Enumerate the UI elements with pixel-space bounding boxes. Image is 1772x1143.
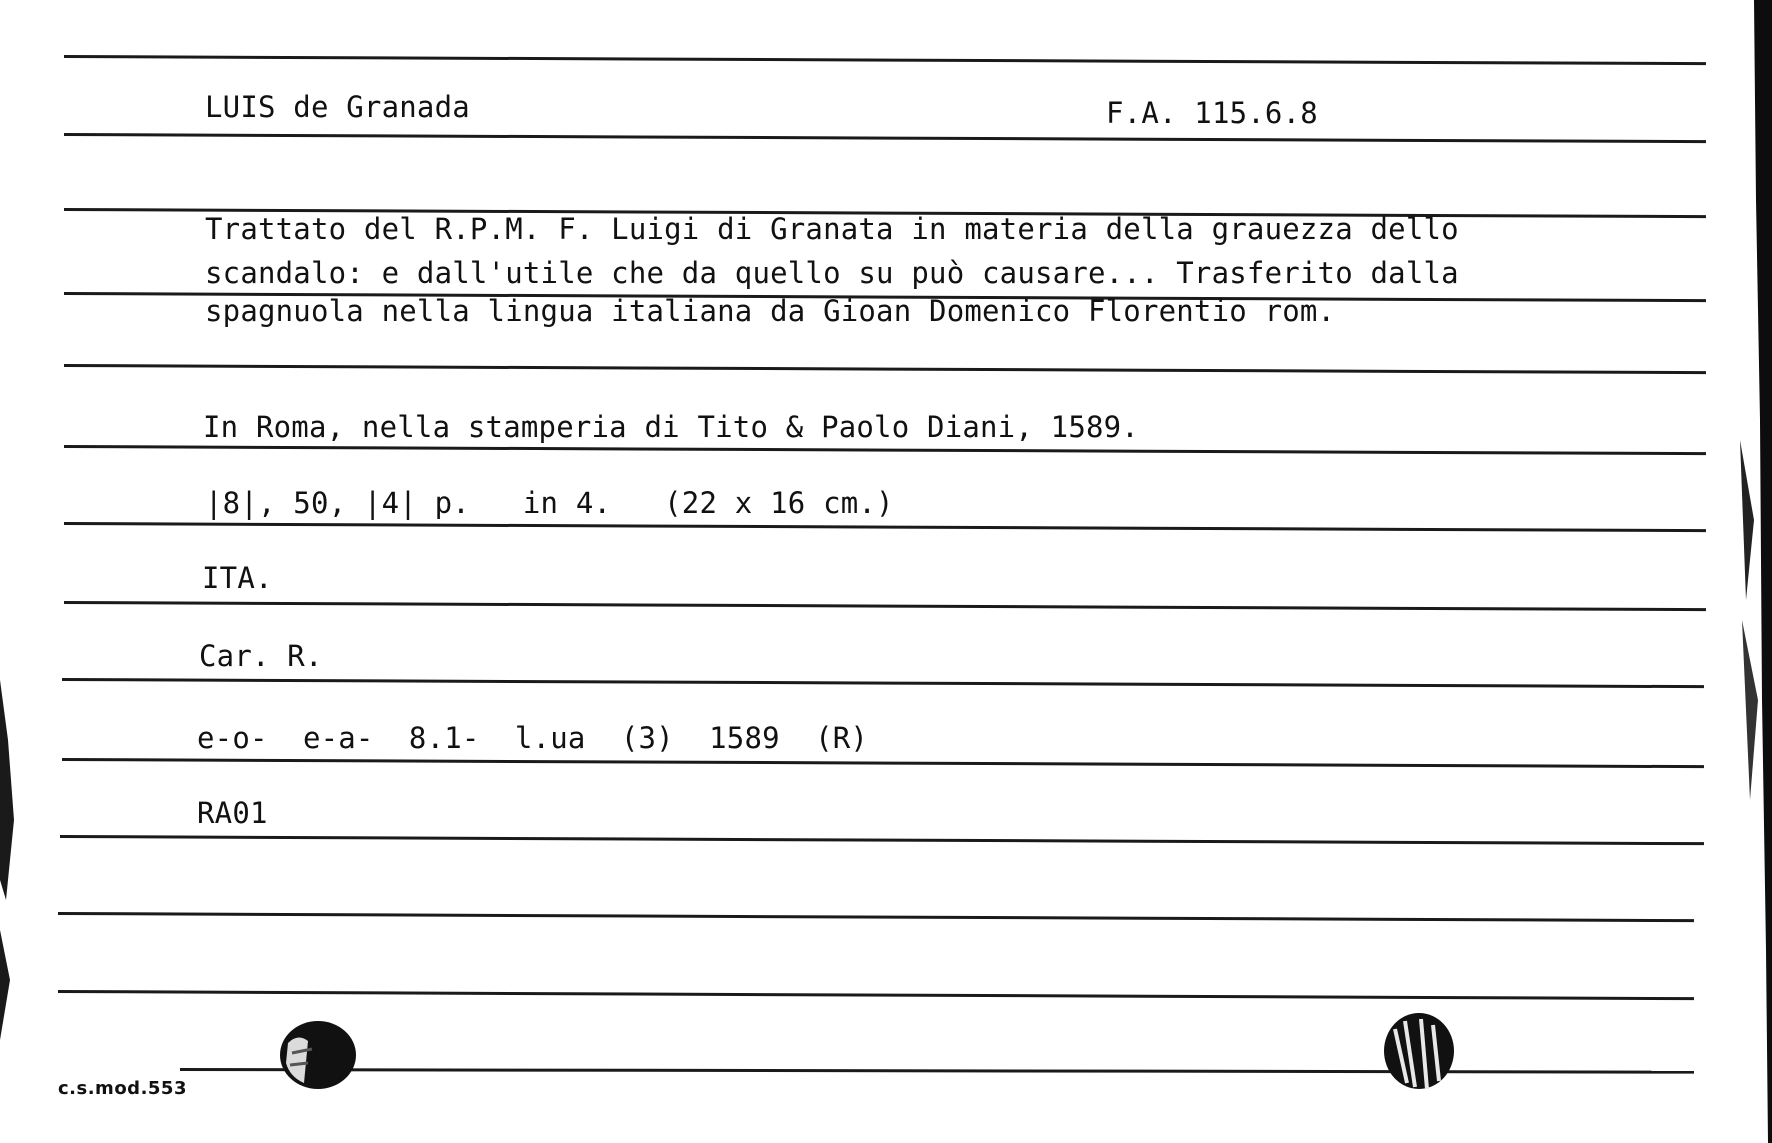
punch-hole-right <box>1381 1009 1457 1093</box>
card-rule <box>62 758 1704 768</box>
punch-hole-left <box>268 1013 364 1097</box>
card-rule <box>64 133 1706 143</box>
card-rule <box>64 55 1706 65</box>
card-rule <box>64 522 1706 532</box>
type-note: Car. R. <box>199 639 323 673</box>
imprint: In Roma, nella stamperia di Tito & Paolo Diani, 1589. <box>203 410 1139 444</box>
card-rule <box>64 364 1706 374</box>
title-line-2: scandalo: e dall'utile che da quello su può causare... Trasferito dalla <box>205 256 1459 290</box>
card-edge-left <box>0 0 18 1143</box>
card-rule <box>58 912 1694 922</box>
card-rule <box>58 990 1694 1000</box>
form-code: c.s.mod.553 <box>58 1078 187 1099</box>
card-rule <box>62 678 1704 688</box>
card-rule <box>60 835 1704 845</box>
shelfmark: F.A. 115.6.8 <box>1106 96 1318 130</box>
heading-author: LUIS de Granada <box>205 90 470 124</box>
language: ITA. <box>202 561 273 595</box>
title-line-1: Trattato del R.P.M. F. Luigi di Granata in materia della grauezza dello <box>205 212 1459 246</box>
fingerprint: e-o- e-a- 8.1- l.ua (3) 1589 (R) <box>197 721 869 755</box>
card-rule <box>64 601 1706 611</box>
collation: |8|, 50, |4| p. in 4. (22 x 16 cm.) <box>205 486 894 520</box>
card-rule <box>180 1068 1694 1074</box>
title-line-3: spagnuola nella lingua italiana da Gioan Domenico Florentio rom. <box>205 294 1336 328</box>
card-edge <box>1732 0 1772 1143</box>
library-code: RA01 <box>197 796 268 830</box>
card-rule <box>64 445 1706 455</box>
